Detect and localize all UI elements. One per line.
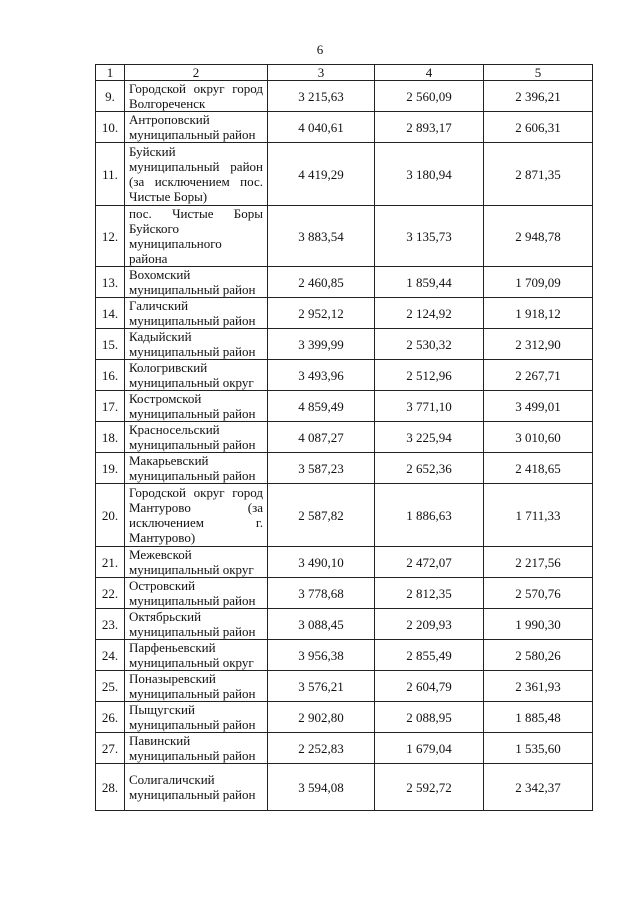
table-row [96, 267, 593, 298]
row-number: 18. [96, 422, 125, 453]
value-col-3: 3 956,38 [268, 640, 375, 671]
value-col-3: 2 460,85 [268, 267, 375, 298]
value-col-4: 3 135,73 [375, 206, 484, 267]
table-row [96, 640, 593, 671]
value-col-4: 2 893,17 [375, 112, 484, 143]
table-row [96, 360, 593, 391]
territory-name: Костромской муниципальный район [125, 391, 268, 422]
territory-name: Макарьевский муниципальный район [125, 453, 268, 484]
territory-name: Островский муниципальный район [125, 578, 268, 609]
table-row [96, 484, 593, 547]
territory-name: пос. Чистые Боры Буйского муниципального района [125, 206, 268, 267]
column-header: 3 [268, 65, 375, 81]
territory-name: Пыщугский муниципальный район [125, 702, 268, 733]
row-number: 15. [96, 329, 125, 360]
value-col-3: 3 088,45 [268, 609, 375, 640]
value-col-4: 2 652,36 [375, 453, 484, 484]
value-col-3: 4 087,27 [268, 422, 375, 453]
row-number: 12. [96, 206, 125, 267]
value-col-5: 2 267,71 [484, 360, 593, 391]
value-col-4: 1 859,44 [375, 267, 484, 298]
row-number: 19. [96, 453, 125, 484]
territory-name: Вохомский муниципальный район [125, 267, 268, 298]
value-col-4: 2 604,79 [375, 671, 484, 702]
value-col-5: 2 570,76 [484, 578, 593, 609]
value-col-5: 1 711,33 [484, 484, 593, 547]
table-row [96, 578, 593, 609]
value-col-4: 2 560,09 [375, 81, 484, 112]
territory-name: Октябрьский муниципальный район [125, 609, 268, 640]
value-col-4: 2 812,35 [375, 578, 484, 609]
value-col-5: 2 396,21 [484, 81, 593, 112]
table-row [96, 702, 593, 733]
row-number: 14. [96, 298, 125, 329]
value-col-4: 2 088,95 [375, 702, 484, 733]
territory-name: Городской округ город Волгореченск [125, 81, 268, 112]
value-col-5: 2 312,90 [484, 329, 593, 360]
table-row [96, 453, 593, 484]
value-col-4: 1 679,04 [375, 733, 484, 764]
value-col-3: 3 493,96 [268, 360, 375, 391]
value-col-4: 2 209,93 [375, 609, 484, 640]
table-header-row [96, 65, 593, 81]
territory-name: Кологривский муниципальный округ [125, 360, 268, 391]
table-row [96, 733, 593, 764]
table-row [96, 422, 593, 453]
row-number: 20. [96, 484, 125, 547]
value-col-5: 2 342,37 [484, 764, 593, 811]
value-col-5: 2 948,78 [484, 206, 593, 267]
value-col-5: 2 418,65 [484, 453, 593, 484]
value-col-3: 4 040,61 [268, 112, 375, 143]
value-col-4: 2 592,72 [375, 764, 484, 811]
value-col-5: 3 010,60 [484, 422, 593, 453]
value-col-5: 1 535,60 [484, 733, 593, 764]
table-row [96, 391, 593, 422]
column-header: 5 [484, 65, 593, 81]
value-col-5: 3 499,01 [484, 391, 593, 422]
column-header: 2 [125, 65, 268, 81]
table-row [96, 764, 593, 811]
row-number: 10. [96, 112, 125, 143]
value-col-5: 2 361,93 [484, 671, 593, 702]
value-col-4: 3 180,94 [375, 143, 484, 206]
territory-name: Галичский муниципальный район [125, 298, 268, 329]
value-col-3: 2 952,12 [268, 298, 375, 329]
value-col-4: 3 771,10 [375, 391, 484, 422]
row-number: 16. [96, 360, 125, 391]
value-col-3: 3 594,08 [268, 764, 375, 811]
territory-name: Буйский муниципальный район (за исключением пос. Чистые Боры) [125, 143, 268, 206]
table-row [96, 609, 593, 640]
row-number: 17. [96, 391, 125, 422]
territory-name: Поназыревский муниципальный район [125, 671, 268, 702]
value-col-4: 2 530,32 [375, 329, 484, 360]
territory-name: Городской округ город Мантурово (за исключением г. Мантурово) [125, 484, 268, 547]
table-row [96, 298, 593, 329]
value-col-4: 2 472,07 [375, 547, 484, 578]
value-col-5: 1 709,09 [484, 267, 593, 298]
row-number: 24. [96, 640, 125, 671]
table-row [96, 112, 593, 143]
row-number: 11. [96, 143, 125, 206]
value-col-4: 2 512,96 [375, 360, 484, 391]
value-col-3: 3 576,21 [268, 671, 375, 702]
territory-name: Парфеньевский муниципальный округ [125, 640, 268, 671]
value-col-5: 2 580,26 [484, 640, 593, 671]
row-number: 22. [96, 578, 125, 609]
territory-name: Солигаличский муниципальный район [125, 764, 268, 811]
value-col-3: 3 883,54 [268, 206, 375, 267]
value-col-4: 2 855,49 [375, 640, 484, 671]
value-col-3: 3 490,10 [268, 547, 375, 578]
territory-name: Павинский муниципальный район [125, 733, 268, 764]
data-table [95, 64, 593, 811]
value-col-3: 3 778,68 [268, 578, 375, 609]
value-col-5: 2 217,56 [484, 547, 593, 578]
row-number: 13. [96, 267, 125, 298]
table-body [96, 65, 593, 811]
territory-name: Межевской муниципальный округ [125, 547, 268, 578]
value-col-3: 3 587,23 [268, 453, 375, 484]
row-number: 26. [96, 702, 125, 733]
territory-name: Антроповский муниципальный район [125, 112, 268, 143]
row-number: 23. [96, 609, 125, 640]
table-row [96, 143, 593, 206]
table-row [96, 329, 593, 360]
table-row [96, 547, 593, 578]
territory-name: Красносельский муниципальный район [125, 422, 268, 453]
value-col-5: 1 885,48 [484, 702, 593, 733]
row-number: 21. [96, 547, 125, 578]
row-number: 9. [96, 81, 125, 112]
table-row [96, 671, 593, 702]
value-col-4: 3 225,94 [375, 422, 484, 453]
value-col-3: 3 215,63 [268, 81, 375, 112]
table-row [96, 206, 593, 267]
value-col-3: 2 902,80 [268, 702, 375, 733]
territory-name: Кадыйский муниципальный район [125, 329, 268, 360]
column-header: 4 [375, 65, 484, 81]
value-col-3: 2 252,83 [268, 733, 375, 764]
value-col-5: 2 606,31 [484, 112, 593, 143]
page-number: 6 [316, 42, 324, 57]
value-col-5: 2 871,35 [484, 143, 593, 206]
value-col-5: 1 990,30 [484, 609, 593, 640]
value-col-3: 4 859,49 [268, 391, 375, 422]
table-row [96, 81, 593, 112]
value-col-5: 1 918,12 [484, 298, 593, 329]
column-header: 1 [96, 65, 125, 81]
value-col-4: 1 886,63 [375, 484, 484, 547]
row-number: 28. [96, 764, 125, 811]
value-col-3: 2 587,82 [268, 484, 375, 547]
row-number: 25. [96, 671, 125, 702]
value-col-3: 4 419,29 [268, 143, 375, 206]
value-col-3: 3 399,99 [268, 329, 375, 360]
value-col-4: 2 124,92 [375, 298, 484, 329]
row-number: 27. [96, 733, 125, 764]
